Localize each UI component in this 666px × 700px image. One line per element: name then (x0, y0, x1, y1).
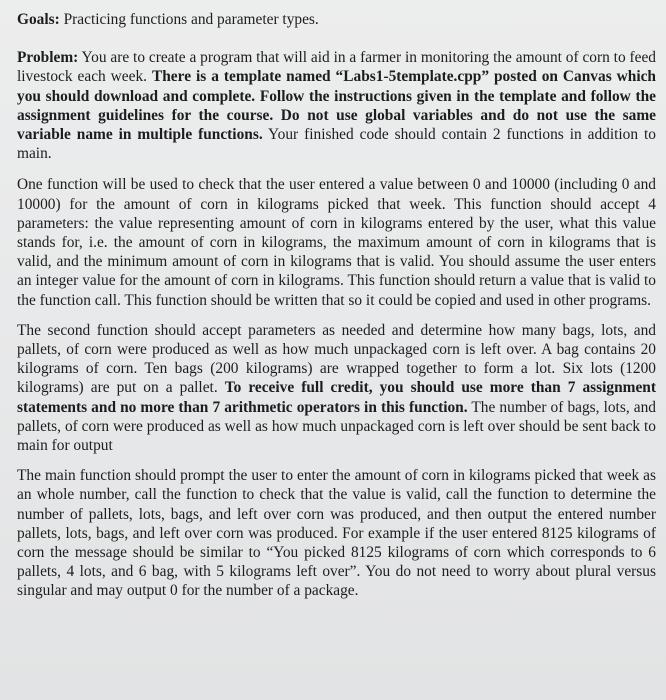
function2-paragraph (17, 321, 656, 455)
goals-line (17, 10, 656, 29)
function1-paragraph: One function will be used to check that the user entered a value between 0 and 10000 (including 0 and 10000) for the amount of corn in kilograms picked that week. This function should accept 4 parameters: the value representing amount of corn in kilograms entered by the user, what this value stands for, i.e. the amount of corn in kilograms, the maximum amount of corn in kilograms that is valid, and the minimum amount of corn in kilograms that is valid. You should assume the user enters an integer value for the amount of corn in kilograms. This function should return a value that is valid to the function call. This function should be written that so it could be copied and used in other programs. (17, 176, 656, 309)
function2-credit-bold: To receive full credit, you should use more than 7 assignment statements and no more than 7 arithmetic operators in this function. (17, 379, 656, 416)
function2-outro: The number of bags, lots, and pallets, of corn were produced as well as how much unpackaged corn is left over should be sent back to main for output (17, 398, 656, 455)
goals-text: Practicing functions and parameter types. (59, 11, 319, 28)
problem-instructions-bold: There is a template named “Labs1-5template.cpp” posted on Canvas which you should download and complete. Follow the instructions given in the template and follow the assignment guidelines for the course. Do not use global variables and do not use the same variable name in multiple functions. (17, 68, 656, 144)
problem-paragraph (17, 48, 656, 163)
problem-label: Problem: (17, 49, 79, 67)
function2-intro: The second function should accept parameters as needed and determine how many bags, lots, and pallets, of corn were produced as well as how much unpackaged corn is left over. A bag contains 20 kilograms of corn. Ten bags (200 kilograms) are wrapped together to form a lot. Six lots (1200 kilograms) are put on a pallet. (17, 321, 656, 397)
goals-label: Goals: (17, 11, 60, 28)
problem-intro: You are to create a program that will aid in a farmer in monitoring the amount of corn to feed livestock each week. (17, 49, 656, 86)
main-function-paragraph: The main function should prompt the user to enter the amount of corn in kilograms picked that week as an whole number, call the function to check that the value is valid, call the function to determine the number of pallets, lots, bags, and left over corn was produced, and then output the entered number pallets, lots, bags, and left over corn was produced. For example if the user entered 8125 kilograms of corn the message should be similar to “You picked 8125 kilograms of corn which corresponds to 6 pallets, 4 lots, and 6 bag, with 5 kilograms left over”. You do not need to worry about plural versus singular and may output 0 for the number of a package. (17, 467, 656, 600)
problem-outro: Your finished code should contain 2 functions in addition to main. (17, 126, 656, 163)
